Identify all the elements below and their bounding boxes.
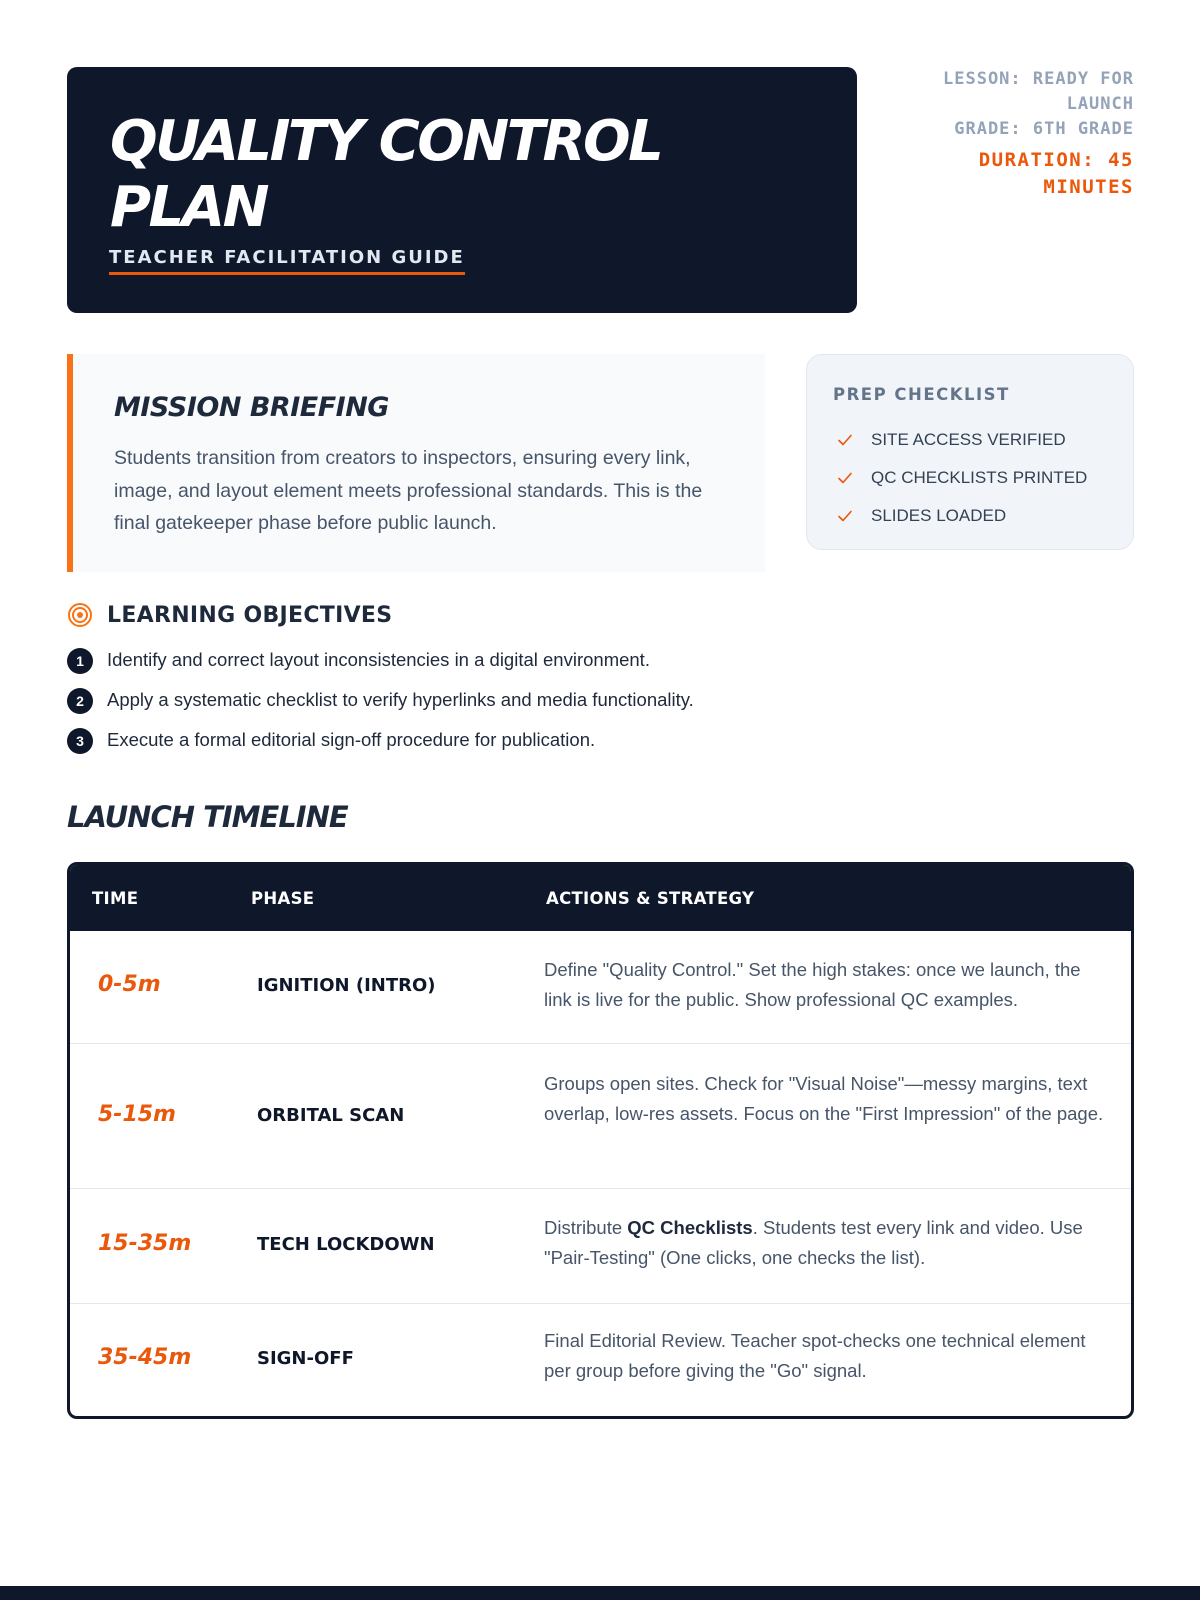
row-phase: ORBITAL SCAN	[257, 1105, 405, 1126]
prep-checklist-label: SLIDES LOADED	[871, 506, 1007, 525]
header-banner	[67, 67, 857, 313]
table-row	[70, 931, 1131, 1044]
lesson-name: LESSON: READY FOR LAUNCH	[943, 69, 1134, 114]
objective-number: 2	[67, 688, 93, 714]
prep-checklist-item	[837, 459, 1087, 497]
page-subtitle: TEACHER FACILITATION GUIDE	[109, 247, 465, 275]
column-header-actions: ACTIONS & STRATEGY	[546, 889, 755, 908]
timeline-table	[67, 862, 1134, 1419]
column-header-time: TIME	[92, 889, 139, 908]
table-row	[70, 1304, 1131, 1416]
row-action	[544, 1213, 1104, 1272]
lesson-meta	[894, 67, 1134, 201]
objectives-title: LEARNING OBJECTIVES	[107, 602, 393, 628]
objective-text: Identify and correct layout inconsistencies in a digital environment.	[107, 649, 650, 670]
prep-checklist	[837, 421, 1087, 535]
table-header	[70, 865, 1131, 931]
row-action	[544, 1069, 1104, 1128]
row-action	[544, 1326, 1104, 1385]
objective-item	[67, 647, 694, 687]
objective-number: 3	[67, 728, 93, 754]
objective-text: Execute a formal editorial sign-off procedure for publication.	[107, 729, 596, 750]
row-action-text-cont: . Students test every link and video. Use "Pair-Testing" (One clicks, one checks the list).	[544, 1217, 1083, 1268]
row-action-text: Groups open sites. Check for "Visual Noise"—messy margins, text overlap, low-res assets. Focus on the "First Impression" of the page.	[544, 1073, 1104, 1124]
row-time: 35-45m	[98, 1345, 192, 1370]
row-action-text: Distribute	[544, 1217, 628, 1238]
row-time: 5-15m	[98, 1102, 176, 1127]
row-phase: SIGN-OFF	[257, 1348, 354, 1369]
row-action-highlight: QC Checklists	[627, 1217, 753, 1238]
row-time: 15-35m	[98, 1231, 192, 1256]
mission-text: Students transition from creators to inspectors, ensuring every link, image, and layout element meets professional standards. This is the final gatekeeper phase before public launch.	[114, 447, 703, 534]
prep-checklist-title: PREP CHECKLIST	[833, 385, 1010, 404]
row-action-text: Define "Quality Control." Set the high stakes: once we launch, the link is live for the public. Show professional QC examples.	[544, 959, 1081, 1010]
grade-level: GRADE: 6TH GRADE	[954, 119, 1134, 139]
prep-checklist-item	[837, 421, 1087, 459]
mission-title: MISSION BRIEFING	[114, 392, 389, 423]
objectives-list	[67, 647, 694, 767]
lesson-duration: DURATION: 45 MINUTES	[978, 149, 1134, 198]
row-phase: IGNITION (INTRO)	[257, 975, 436, 996]
row-phase: TECH LOCKDOWN	[257, 1234, 435, 1255]
objectives-heading	[67, 600, 392, 630]
objective-item	[67, 687, 694, 727]
target-icon	[67, 602, 93, 628]
objective-text: Apply a systematic checklist to verify hyperlinks and media functionality.	[107, 689, 694, 710]
prep-checklist-label: SITE ACCESS VERIFIED	[871, 430, 1066, 449]
prep-checklist-item	[837, 497, 1087, 535]
check-icon	[837, 508, 853, 524]
objective-number: 1	[67, 648, 93, 674]
footer-bar	[0, 1586, 1200, 1600]
row-time: 0-5m	[98, 972, 161, 997]
row-action-text: Final Editorial Review. Teacher spot-checks one technical element per group before giving the "Go" signal.	[544, 1330, 1086, 1381]
mission-briefing-panel	[67, 354, 765, 572]
column-header-phase: PHASE	[251, 889, 315, 908]
objective-item	[67, 727, 694, 767]
check-icon	[837, 432, 853, 448]
timeline-title: LAUNCH TIMELINE	[67, 800, 348, 834]
page-title: QUALITY CONTROL PLAN	[110, 109, 662, 240]
row-action	[544, 955, 1104, 1014]
table-row	[70, 1044, 1131, 1189]
table-row	[70, 1189, 1131, 1304]
prep-checklist-card	[806, 354, 1134, 550]
check-icon	[837, 470, 853, 486]
prep-checklist-label: QC CHECKLISTS PRINTED	[871, 468, 1088, 487]
